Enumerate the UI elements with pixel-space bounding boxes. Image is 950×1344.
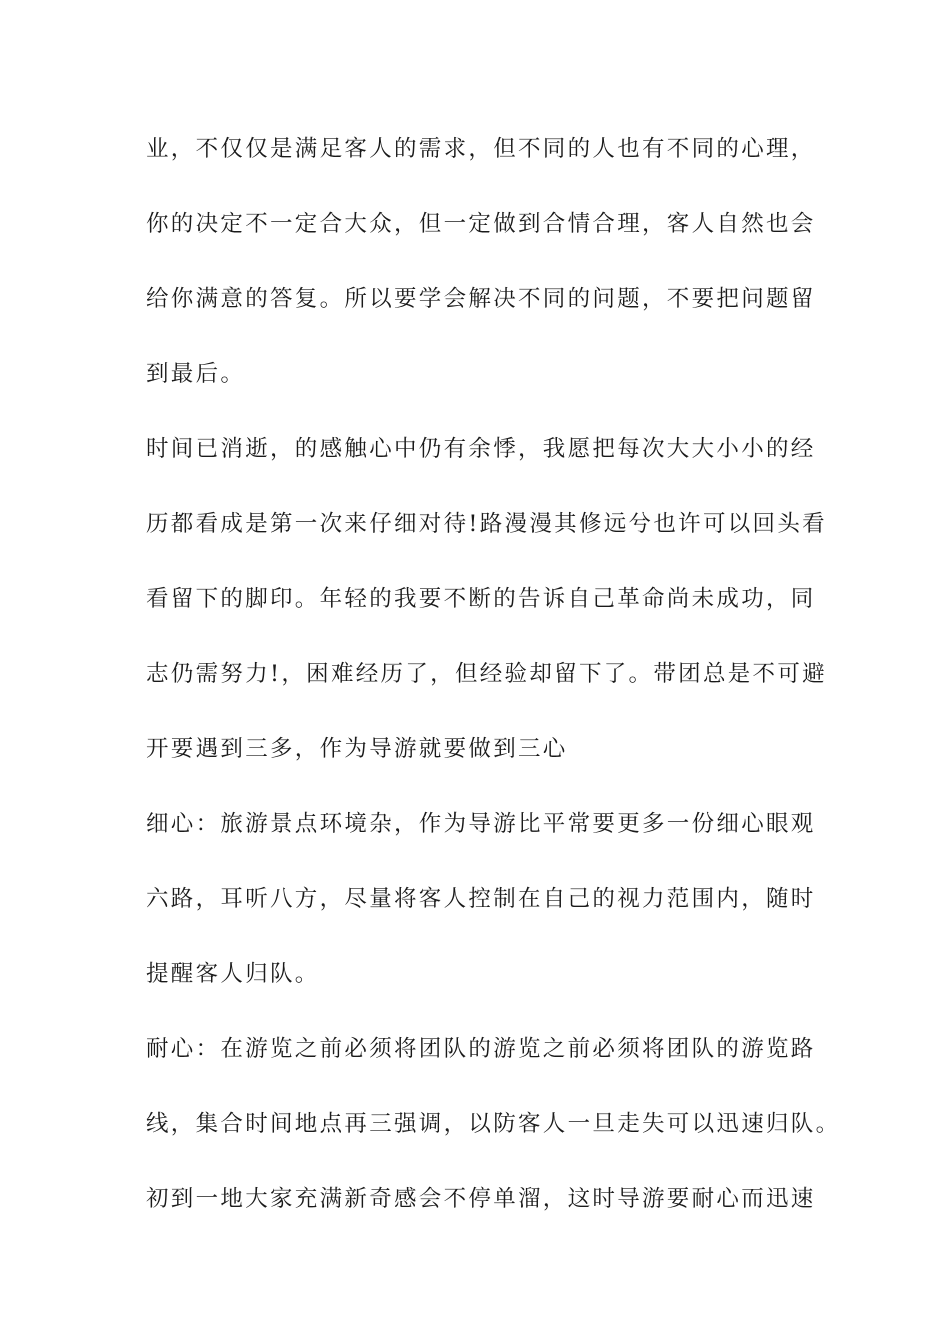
text-line: 历都看成是第一次来仔细对待!路漫漫其修远兮也许可以回头看 (146, 511, 827, 537)
text-line: 初到一地大家充满新奇感会不停单溜，这时导游要耐心而迅速 (146, 1186, 816, 1212)
text-line: 时间已消逝，的感触心中仍有余悸，我愿把每次大大小小的经 (146, 436, 816, 462)
text-line: 耐心：在游览之前必须将团队的游览之前必须将团队的游览路 (146, 1036, 816, 1062)
text-line: 线，集合时间地点再三强调，以防客人一旦走失可以迅速归队。 (146, 1111, 841, 1137)
text-line: 你的决定不一定合大众，但一定做到合情合理，客人自然也会 (146, 211, 816, 237)
text-line: 看留下的脚印。年轻的我要不断的告诉自己革命尚未成功，同 (146, 586, 816, 612)
text-line: 给你满意的答复。所以要学会解决不同的问题，不要把问题留 (146, 286, 816, 312)
text-line: 业，不仅仅是满足客人的需求，但不同的人也有不同的心理， (146, 136, 816, 162)
text-line: 志仍需努力!，困难经历了，但经验却留下了。带团总是不可避 (146, 661, 827, 687)
text-line: 提醒客人归队。 (146, 961, 320, 987)
text-line: 细心：旅游景点环境杂，作为导游比平常要更多一份细心眼观 (146, 811, 816, 837)
text-line: 到最后。 (146, 361, 246, 387)
text-line: 开要遇到三多，作为导游就要做到三心 (146, 736, 568, 762)
text-line: 六路，耳听八方，尽量将客人控制在自己的视力范围内，随时 (146, 886, 816, 912)
